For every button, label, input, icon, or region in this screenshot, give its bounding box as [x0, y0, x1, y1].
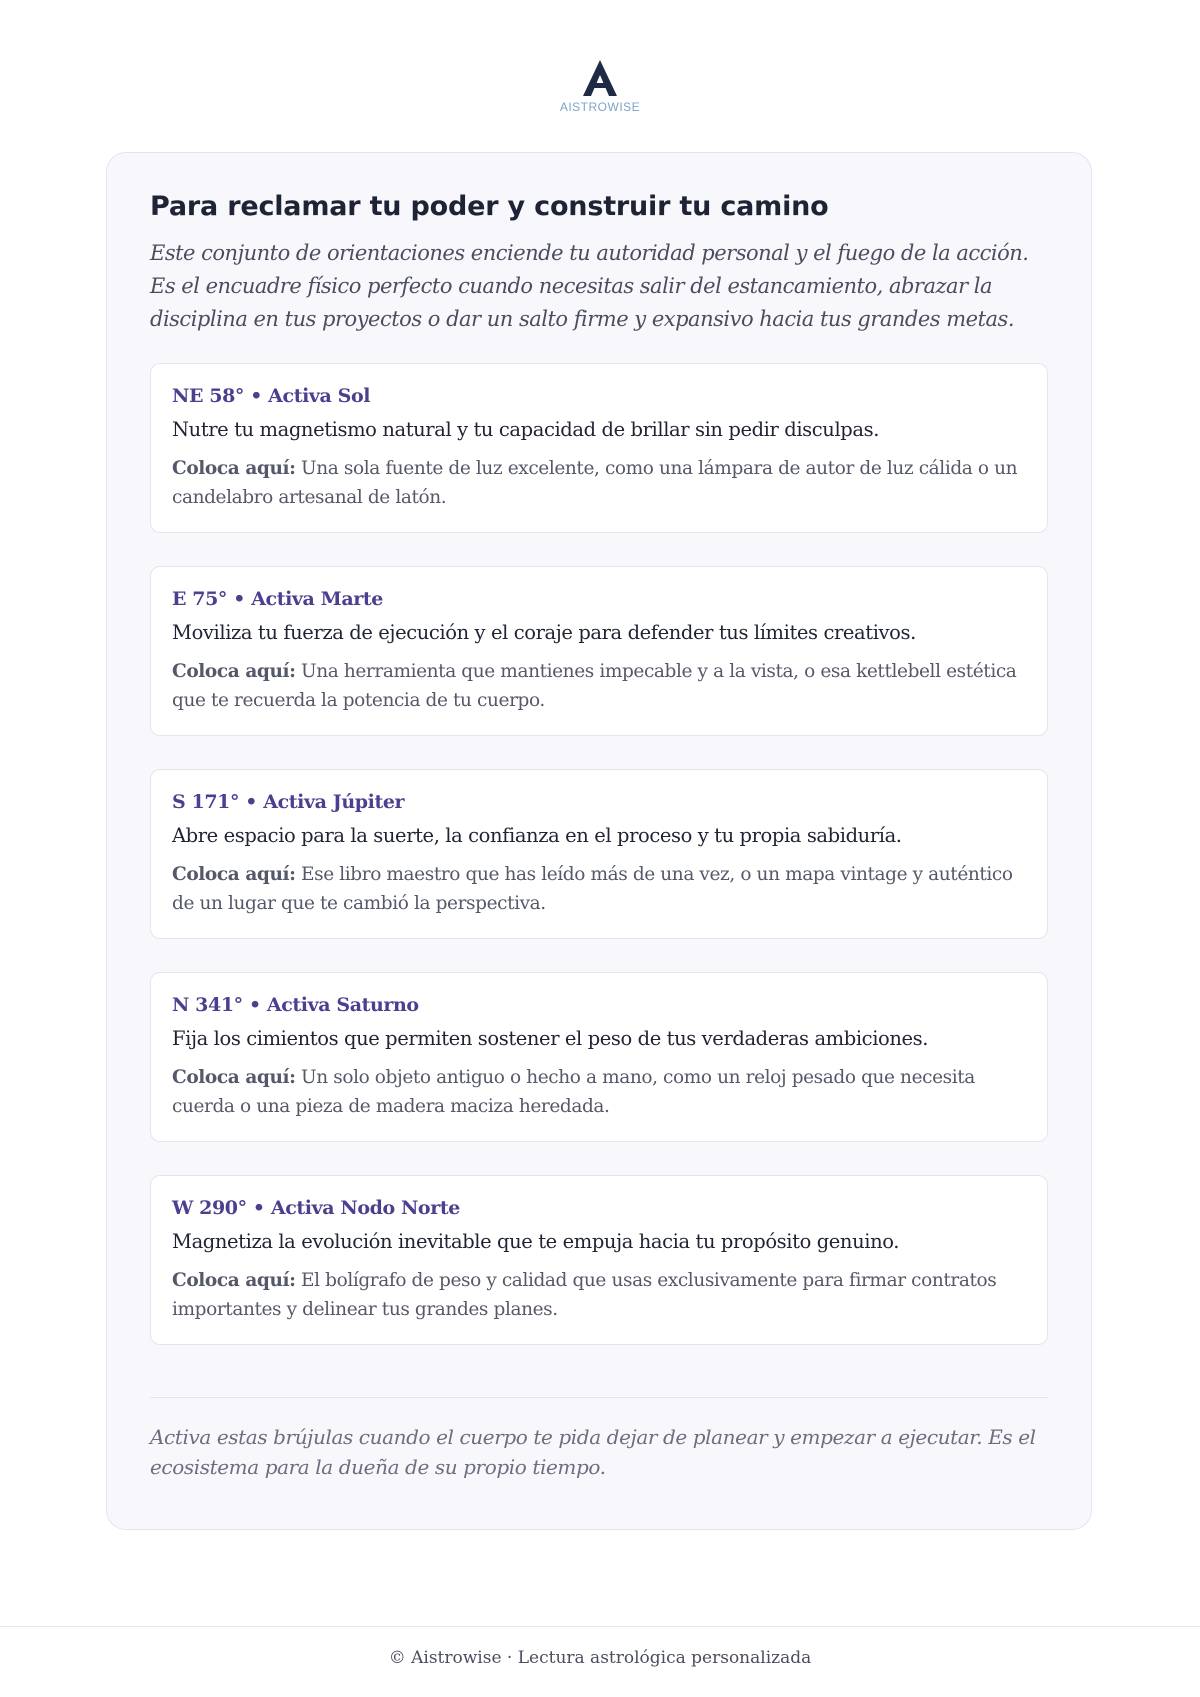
placement-label: Coloca aquí: [172, 1067, 296, 1088]
placement-text: Una sola fuente de luz excelente, como una lámpara de autor de luz cálida o un candelabro artesanal de latón. [172, 458, 1018, 508]
orientation-item [150, 1175, 1048, 1345]
section-title: Para reclamar tu poder y construir tu camino [150, 191, 829, 222]
orientation-heading: E 75° • Activa Marte [172, 588, 383, 610]
footer-divider [0, 1626, 1200, 1627]
placement-text: Una herramienta que mantienes impecable y a la vista, o esa kettlebell estética que te recuerda la potencia de tu cuerpo. [172, 661, 1017, 711]
orientation-item [150, 972, 1048, 1142]
placement-label: Coloca aquí: [172, 661, 296, 682]
section-intro: Este conjunto de orientaciones enciende tu autoridad personal y el fuego de la acción. Es el encuadre físico perfecto cuando necesitas salir del estancamiento, abrazar la disciplina en tus proyectos o dar un salto firme y expansivo hacia tus grandes metas. [150, 241, 1029, 331]
orientation-description: Fija los cimientos que permiten sostener el peso de tus verdaderas ambiciones. [172, 1027, 929, 1050]
orientation-item [150, 769, 1048, 939]
orientation-item [150, 566, 1048, 736]
placement-label: Coloca aquí: [172, 864, 296, 885]
placement-text: El bolígrafo de peso y calidad que usas exclusivamente para firmar contratos importantes y delinear tus grandes planes. [172, 1270, 997, 1320]
placement-note [172, 454, 1026, 512]
page-footer: © Aistrowise · Lectura astrológica personalizada [388, 1648, 812, 1668]
orientation-heading: N 341° • Activa Saturno [172, 994, 419, 1016]
orientation-description: Nutre tu magnetismo natural y tu capacidad de brillar sin pedir disculpas. [172, 418, 879, 441]
orientation-description: Moviliza tu fuerza de ejecución y el coraje para defender tus límites creativos. [172, 621, 916, 644]
section-divider [150, 1397, 1048, 1398]
orientation-list [150, 363, 1048, 1345]
aistrowise-logo-icon [580, 58, 620, 98]
placement-note [172, 1266, 1026, 1324]
placement-label: Coloca aquí: [172, 458, 296, 479]
closing-note: Activa estas brújulas cuando el cuerpo te pida dejar de planear y empezar a ejecutar. Es el ecosistema para la dueña de su propio tiempo. [150, 1425, 1036, 1479]
orientation-heading: NE 58° • Activa Sol [172, 385, 371, 407]
placement-note [172, 657, 1026, 715]
placement-text: Ese libro maestro que has leído más de una vez, o un mapa vintage y auténtico de un lugar que te cambió la perspectiva. [172, 864, 1013, 914]
orientation-item [150, 363, 1048, 533]
placement-label: Coloca aquí: [172, 1270, 296, 1291]
brand-name: AISTROWISE [559, 100, 641, 114]
orientation-card [106, 152, 1092, 1530]
orientation-heading: S 171° • Activa Júpiter [172, 791, 405, 813]
placement-text: Un solo objeto antiguo o hecho a mano, como un reloj pesado que necesita cuerda o una pieza de madera maciza heredada. [172, 1067, 975, 1117]
orientation-description: Abre espacio para la suerte, la confianza en el proceso y tu propia sabiduría. [172, 824, 902, 847]
brand-logo [0, 58, 1200, 114]
orientation-description: Magnetiza la evolución inevitable que te empuja hacia tu propósito genuino. [172, 1230, 900, 1253]
placement-note [172, 1063, 1026, 1121]
placement-note [172, 860, 1026, 918]
orientation-heading: W 290° • Activa Nodo Norte [172, 1197, 460, 1219]
